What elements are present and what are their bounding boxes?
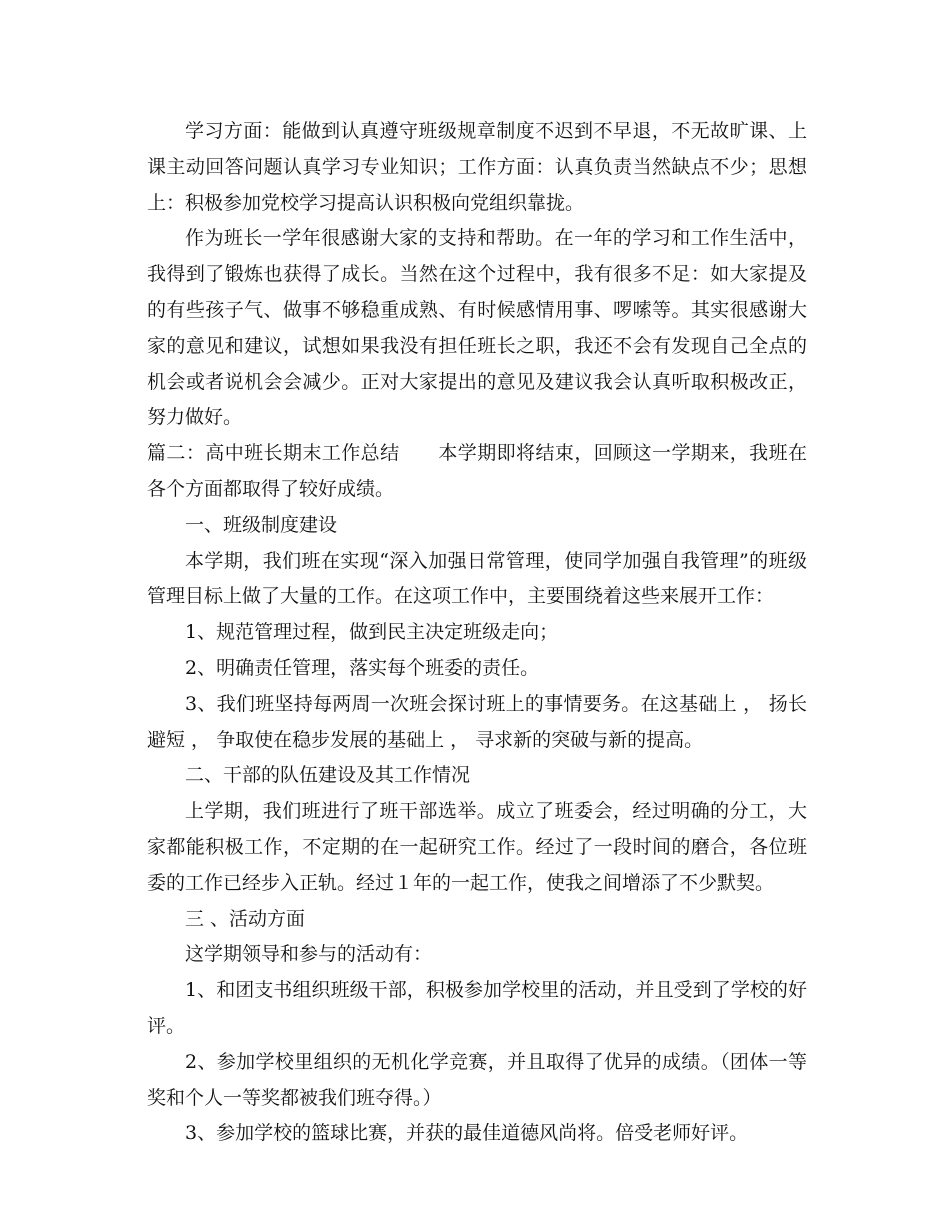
paragraph-article-two-intro: 篇二：高中班长期末工作总结 本学期即将结束，回顾这一学期来，我班在各个方面都取得了较好成绩。 [147, 442, 807, 500]
list-item-chemistry-contest: 2、参加学校里组织的无机化学竞赛，并且取得了优异的成绩。（团体一等奖和个人一等奖都被我们班夺得。） [147, 1050, 807, 1109]
list-item-biweekly-meeting: 3、我们班坚持每两周一次班会探讨班上的事情要务。在这基础上 ， 扬长避短 ， 争取使在稳步发展的基础上 ， 寻求新的突破与新的提高。 [147, 692, 807, 751]
list-item-basketball-match: 3、参加学校的篮球比赛，并获的最佳道德风尚将。倍受老师好评。 [185, 1122, 749, 1145]
list-item-school-activities: 1、和团支书组织班级干部，积极参加学校里的活动，并且受到了学校的好评。 [147, 979, 807, 1037]
paragraph-monitor-reflection: 作为班长一学年很感谢大家的支持和帮助。在一年的学习和工作生活中，我得到了锻炼也获得了成长。当然在这个过程中，我有很多不足：如大家提及的有些孩子气、做事不够稳重成熟、有时候感情用事、啰嗦等。其实很感谢大家的意见和建议，试想如果我没有担任班长之职，我还不会有发现自己全点的机会或者说机会会减少。正对大家提出的意见及建议我会认真听取积极改正，努力做好。 [147, 227, 807, 429]
paragraph-activities-intro: 这学期领导和参与的活动有： [185, 943, 433, 966]
section-heading-class-system: 一、班级制度建设 [185, 513, 338, 536]
paragraph-study-work-thought: 学习方面：能做到认真遵守班级规章制度不迟到不早退，不无故旷课、上课主动回答问题认真学习专业知识；工作方面：认真负责当然缺点不少；思想上：积极参加党校学习提高认识积极向党组织靠拢。 [147, 120, 807, 214]
paragraph-cadre-election: 上学期，我们班进行了班干部选举。成立了班委会，经过明确的分工，大家都能积极工作，不定期的在一起研究工作。经过了一段时间的磨合，各位班委的工作已经步入正轨。经过１年的一起工作，使我之间增添了不少默契。 [147, 800, 807, 894]
paragraph-management-goal: 本学期，我们班在实现“深入加强日常管理，使同学加强自我管理”的班级管理目标上做了大量的工作。在这项工作中，主要围绕着这些来展开工作： [147, 549, 807, 608]
section-heading-activities: 三 、活动方面 [185, 907, 306, 930]
list-item-standardize-management: 1、规范管理过程，做到民主决定班级走向； [185, 621, 559, 644]
document-body [147, 114, 807, 1152]
section-heading-cadre-team: 二、干部的队伍建设及其工作情况 [185, 764, 471, 787]
list-item-clarify-responsibility: 2、明确责任管理，落实每个班委的责任。 [185, 656, 540, 679]
